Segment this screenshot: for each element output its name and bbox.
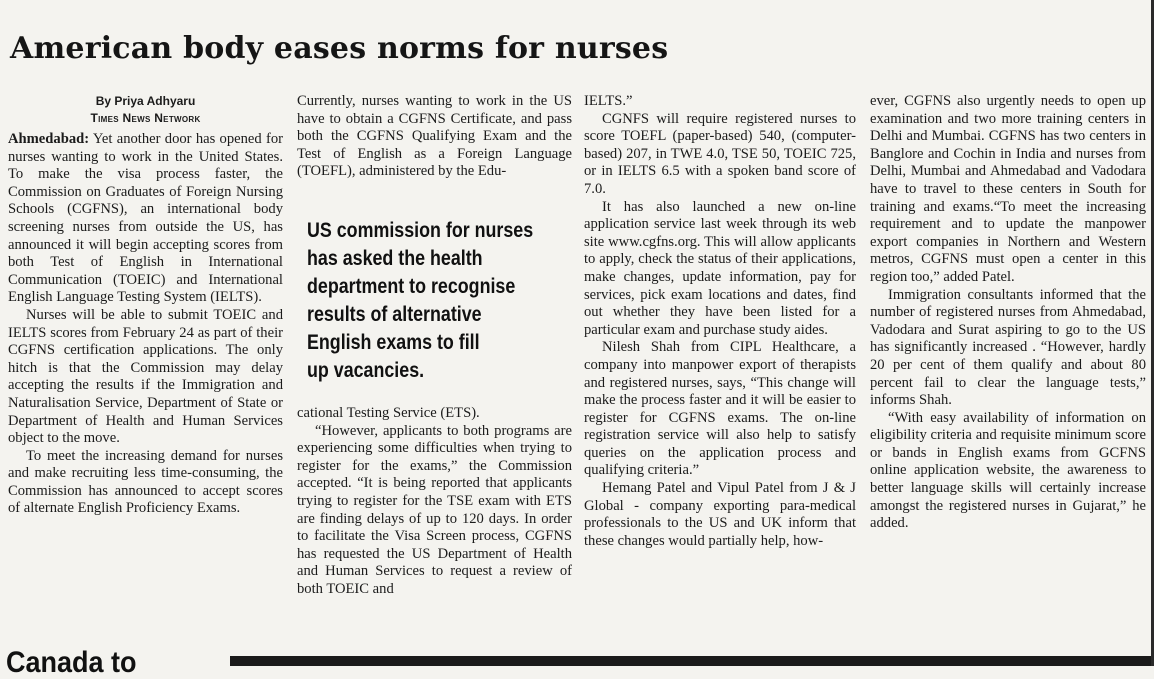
pull-quote-line: up vacancies.	[307, 358, 425, 382]
pull-quote-line: English exams to fill	[307, 330, 480, 354]
paragraph: Nilesh Shah from CIPL Healthcare, a company into manpower export of therapists and registered nurses, says, “This change will make the process faster and it will be easier to register for CGFNS exams. The on-line registration service will also help to satisfy queries on the application process and qualifying criteria.”	[584, 339, 856, 479]
paragraph: “However, applicants to both programs are experiencing some difficulties when trying to register for the exams,” the Commission accepted. “It is being reported that applicants trying to register for the TSE exam with ETS are finding delays of up to 120 days. In order to facilitate the Visa Screen process, CGFNS has requested the US Department of Health and Human Services to request a review of both TOEIC and	[297, 422, 572, 597]
column-4	[870, 93, 1146, 533]
paragraph: Immigration consultants informed that the number of registered nurses from Ahmedabad, Vadodara and Surat aspiring to go to the US has significantly increased . “However, hardly 20 per cent of them qualify and about 80 percent fail to clear the language tests,” informs Shah.	[870, 286, 1146, 409]
paragraph: cational Testing Service (ETS).	[297, 404, 480, 421]
pull-quote-line: department to recognise	[307, 274, 516, 298]
pull-quote-line: has asked the health	[307, 246, 483, 270]
paragraph: It has also launched a new on-line application service last week through its web site www.cgfns.org. This will allow applicants to apply, check the status of their applications, make changes, update information, pay for services, pick exam locations and dates, find out whether they have been listed for a particular exam and purchase study aides.	[584, 198, 856, 338]
paragraph	[8, 131, 283, 307]
paragraph: “With easy availability of information on eligibility criteria and requisite minimum score or bands in English exams from GCFNS online application website, the awareness to better language skills will certainly increase amongst the registered nurses in Gujarat,” he added.	[870, 409, 1146, 532]
byline	[8, 93, 283, 127]
pull-quote-line: US commission for nurses	[307, 218, 534, 242]
paragraph: Currently, nurses wanting to work in the US have to obtain a CGFNS Certificate, and pass both the CGFNS Qualifying Exam and the Test of English as a Foreign Language (TOEFL), administered by the Edu-	[297, 93, 572, 180]
section-rule	[230, 656, 1154, 666]
dateline: Ahmedabad:	[8, 131, 90, 147]
paragraph: To meet the increasing demand for nurses and make recruiting less time-consuming, the Commission has announced to accept scores of alternate English Proficiency Exams.	[8, 447, 283, 517]
paragraph: CGNFS will require registered nurses to score TOEFL (paper-based) 540, (computer-based) 207, in TWE 4.0, TSE 50, TOEIC 725, or in IELTS 6.5 with a spoken band score of 7.0.	[584, 110, 856, 197]
paragraph: Hemang Patel and Vipul Patel from J & J Global - company exporting para-medical professionals to the US and UK inform that these changes would partially help, how-	[584, 480, 856, 549]
column-1	[8, 93, 283, 518]
paragraph-text: Yet another door has opened for nurses wanting to work in the United States. To make the visa process faster, the Commission on Graduates of Foreign Nursing Schools (CGFNS), an international body screening nurses from outside the US, has announced it will begin accepting scores from both Test of English in International Communication (TOEIC) and International English Language Testing System (IELTS).	[8, 131, 283, 306]
column-2	[297, 93, 572, 599]
agency: Times News Network	[90, 111, 201, 125]
next-article-headline: Canada to	[6, 646, 137, 679]
paragraph: ever, CGFNS also urgently needs to open up examination and two more training centers in Delhi and Mumbai. CGFNS has two centers in Banglore and Cochin in India and nurses from Delhi, Mumbai and Ahmedabad and Vadodara have to travel to these centers in South for training and exams.“To meet the increasing requirement and to update the manpower export companies in Northern and Western metros, CGFNS must open a center in this region too,” added Patel.	[870, 93, 1146, 285]
author: By Priya Adhyaru	[95, 94, 196, 108]
column-3	[584, 93, 856, 550]
pull-quote	[307, 217, 554, 385]
headline: American body eases norms for nurses	[10, 31, 669, 66]
paragraph: IELTS.”	[584, 93, 633, 109]
pull-quote-line: results of alternative	[307, 302, 482, 326]
paragraph: Nurses will be able to submit TOEIC and IELTS scores from February 24 as part of their CGFNS certification applications. The only hitch is that the Commission may delay accepting the results if the Immigration and Naturalisation Service, Department of State or Department of Health and Human Services object to the move.	[8, 306, 283, 447]
